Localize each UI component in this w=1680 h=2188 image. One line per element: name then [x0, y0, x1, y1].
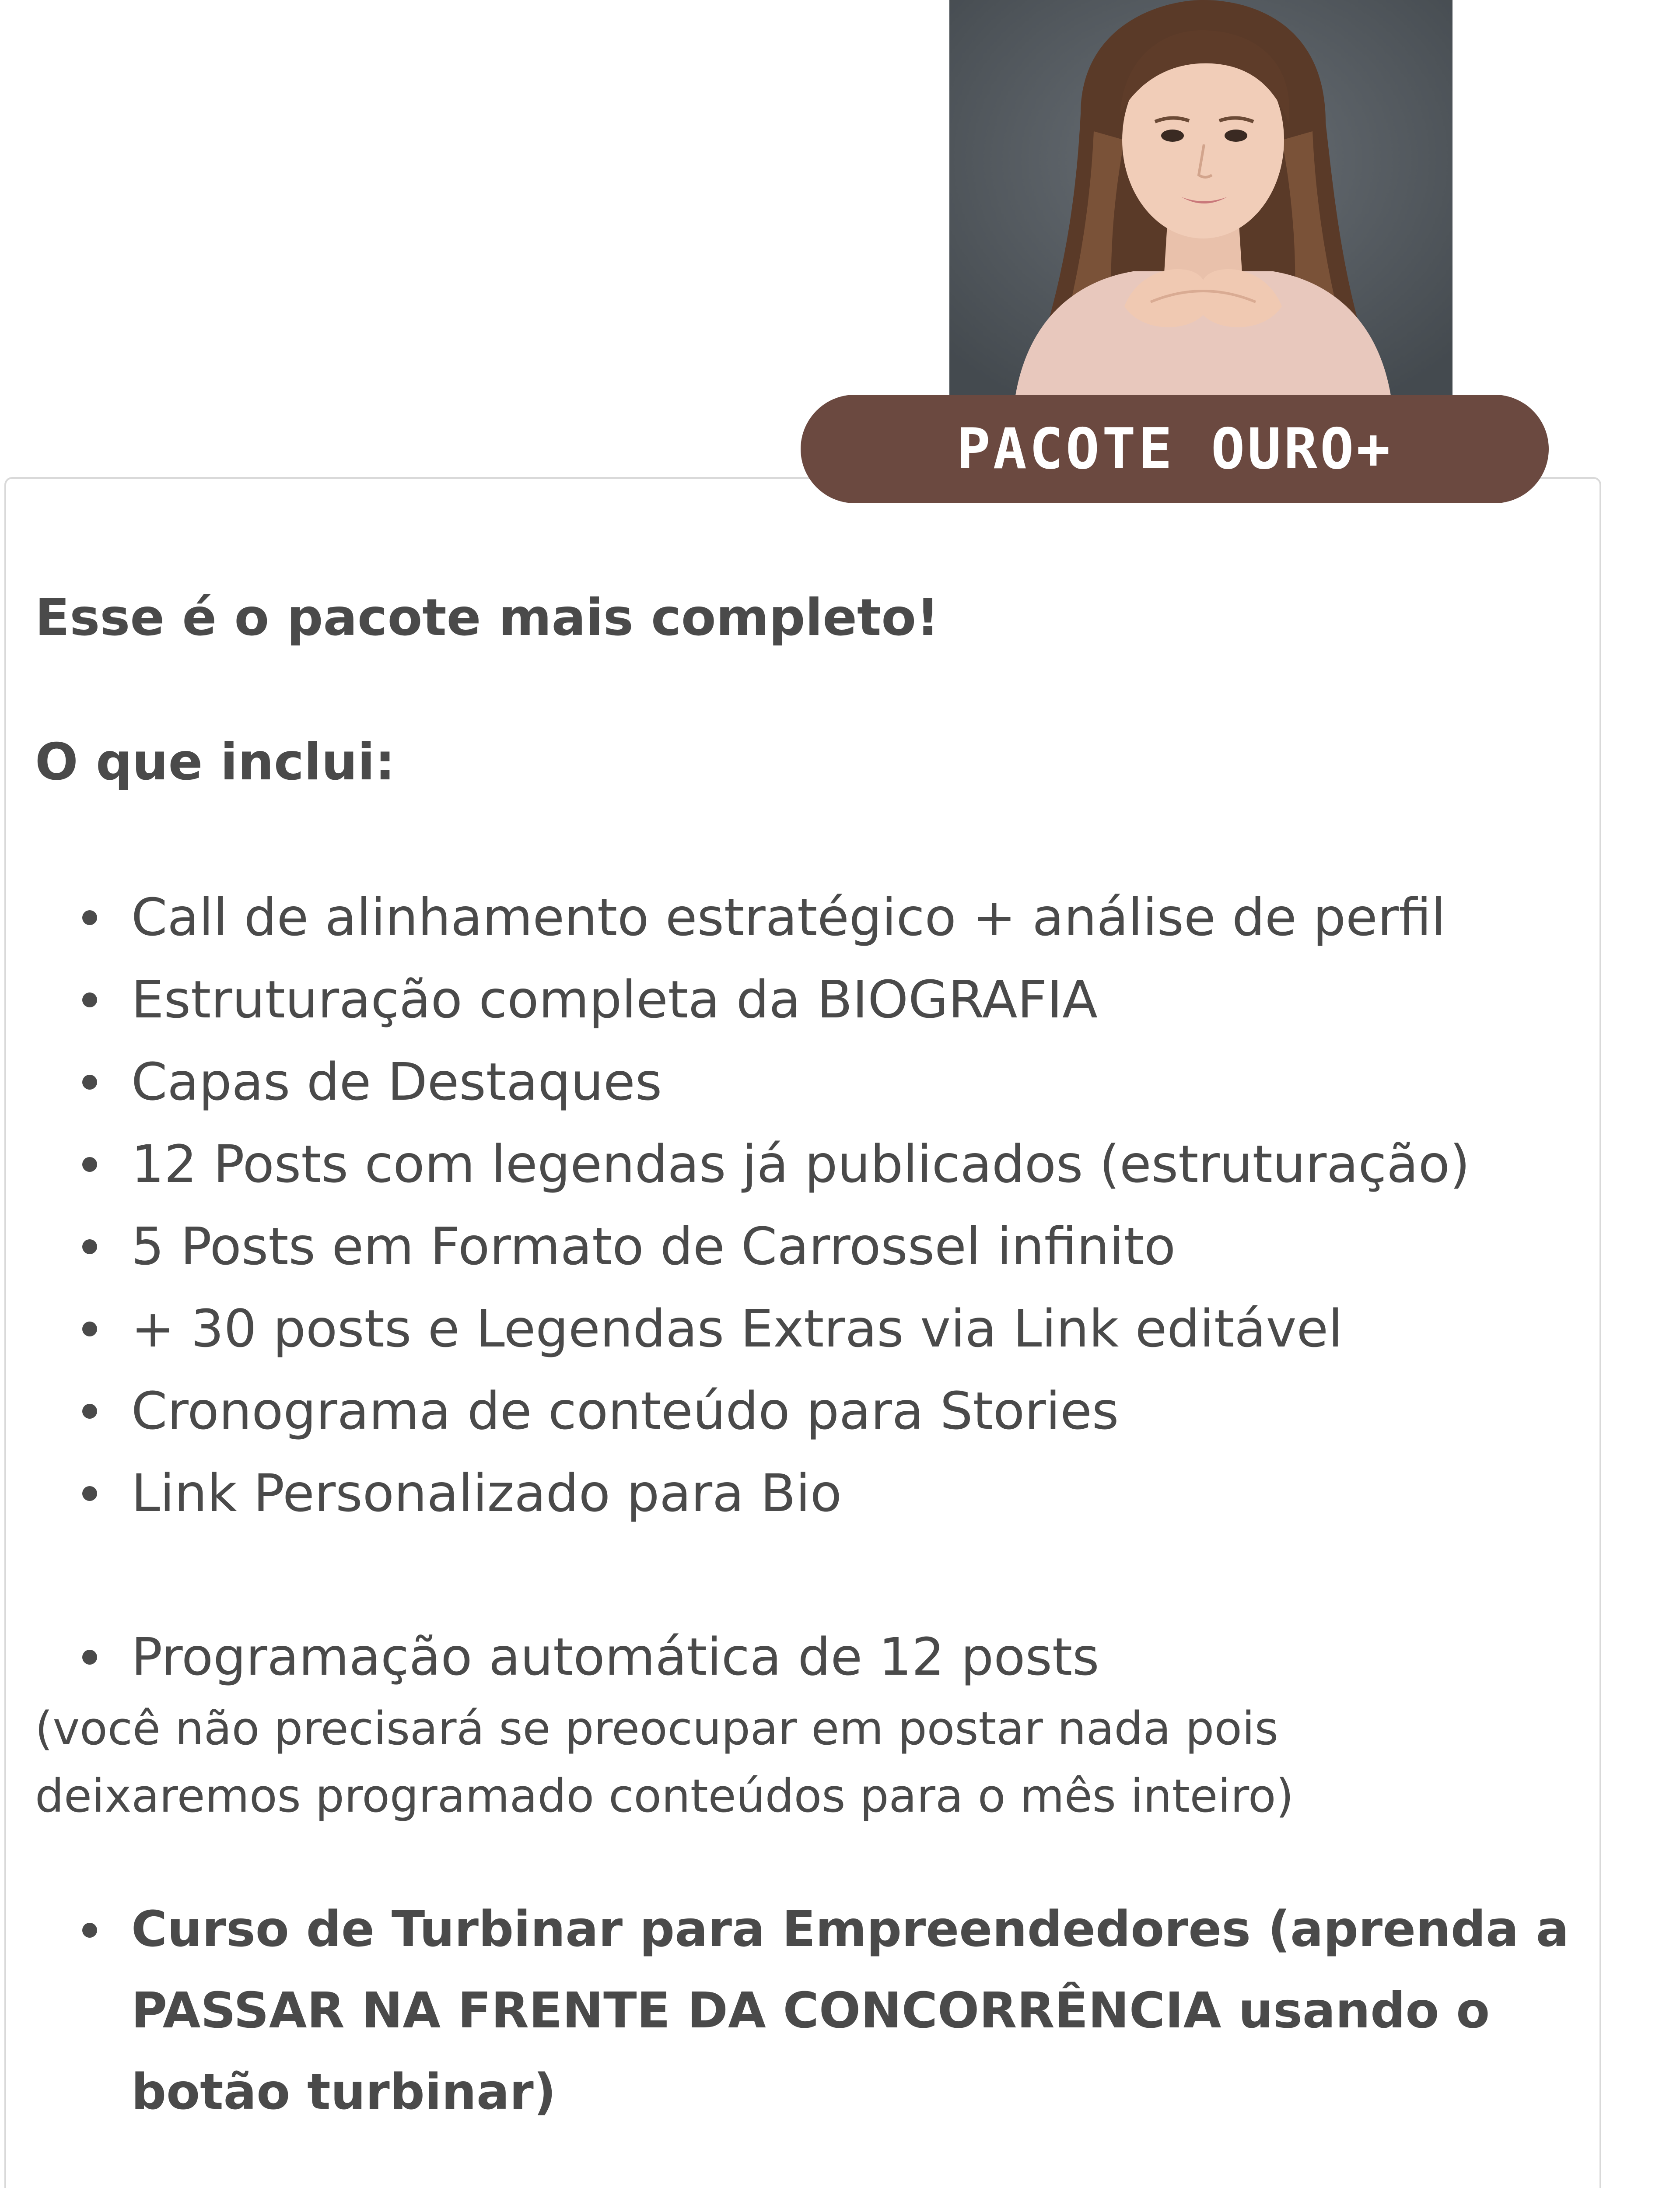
list-item: Programação automática de 12 posts	[80, 1616, 1099, 1698]
list-item: Estruturação completa da BIOGRAFIA	[80, 958, 1470, 1041]
list-item: Cronograma de conteúdo para Stories	[80, 1370, 1470, 1452]
package-title-badge	[801, 395, 1549, 503]
list-item: + 30 posts e Legendas Extras via Link editável	[80, 1287, 1470, 1370]
course-list	[80, 1889, 1575, 2133]
automation-list	[80, 1616, 1099, 1698]
list-item: Call de alinhamento estratégico + análise de perfil	[80, 876, 1470, 958]
features-list	[80, 876, 1470, 1534]
automation-note-line1: (você não precisará se preocupar em postar nada pois	[35, 1702, 1278, 1755]
package-card	[4, 477, 1601, 2188]
list-item: 5 Posts em Formato de Carrossel infinito	[80, 1205, 1470, 1287]
profile-photo	[949, 0, 1452, 398]
list-item: Curso de Turbinar para Empreendedores (aprenda a PASSAR NA FRENTE DA CONCORRÊNCIA usando o botão turbinar)	[80, 1889, 1575, 2133]
list-item: Capas de Destaques	[80, 1041, 1470, 1123]
package-title: PACOTE OURO+	[956, 416, 1393, 482]
list-item: Link Personalizado para Bio	[80, 1452, 1470, 1534]
package-headline: Esse é o pacote mais completo!	[35, 588, 939, 647]
includes-label: O que inclui:	[35, 733, 396, 792]
automation-note-line2: deixaremos programado conteúdos para o mês inteiro)	[35, 1769, 1294, 1823]
list-item: 12 Posts com legendas já publicados (estruturação)	[80, 1123, 1470, 1205]
woman-portrait-image	[949, 0, 1452, 398]
